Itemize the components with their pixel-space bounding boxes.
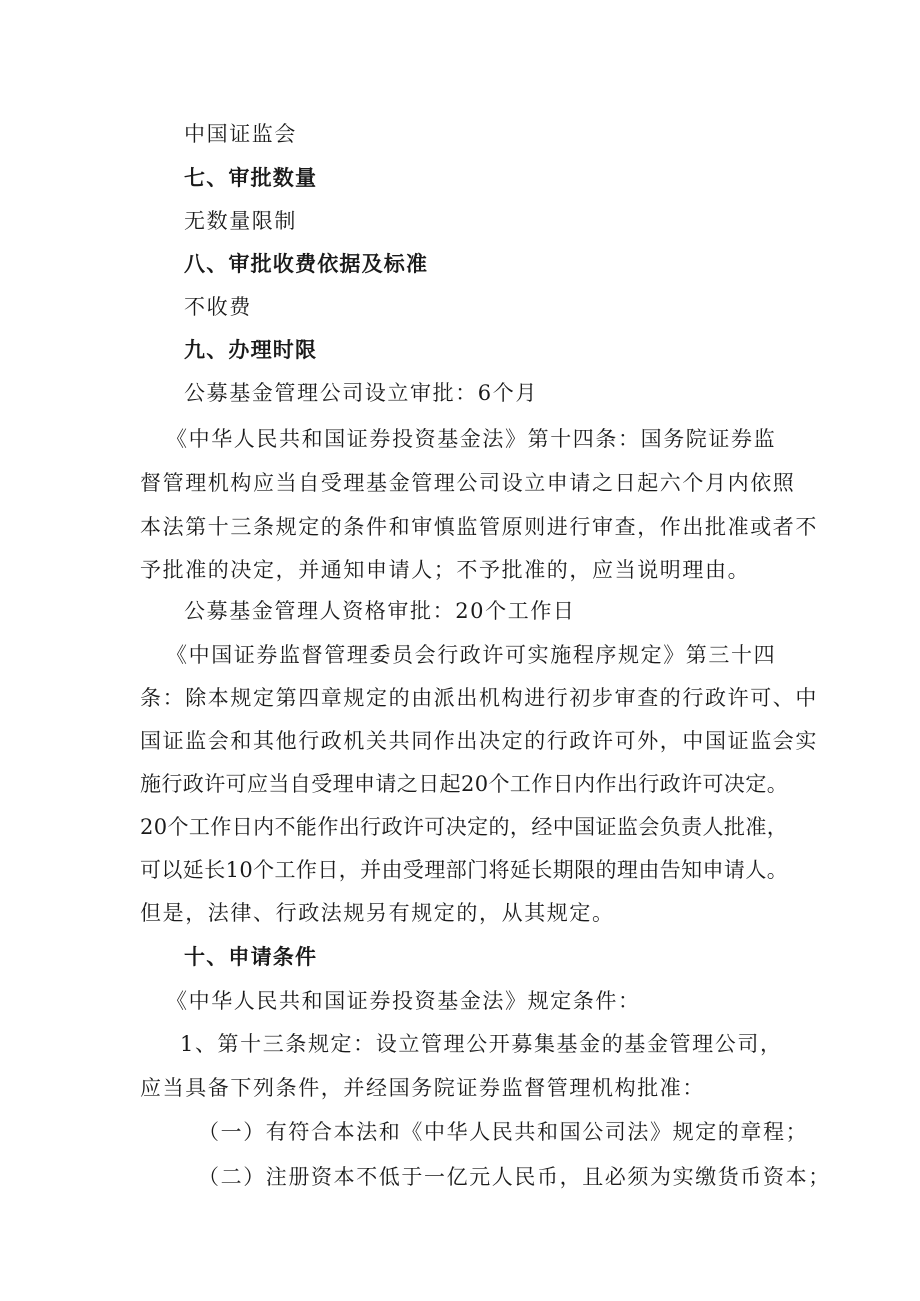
paragraph-line: 本法第十三条规定的条件和审慎监管原则进行审查，作出批准或者不	[140, 515, 818, 539]
paragraph-line: 条：除本规定第四章规定的由派出机构进行初步审查的行政许可、中	[140, 686, 818, 710]
condition-item: （一）有符合本法和《中华人民共和国公司法》规定的章程；	[198, 1120, 809, 1144]
paragraph-line: 督管理机构应当自受理基金管理公司设立申请之日起六个月内依照	[140, 471, 796, 495]
paragraph-line: 予批准的决定，并通知申请人；不予批准的，应当说明理由。	[140, 558, 751, 582]
fee-text: 不收费	[184, 295, 252, 319]
section-heading-approval-quantity: 七、审批数量	[184, 166, 318, 190]
paragraph-line: 《中华人民共和国证券投资基金法》规定条件：	[166, 989, 641, 1013]
paragraph-line: 《中华人民共和国证券投资基金法》第十四条：国务院证券监	[166, 427, 777, 451]
time-limit-company-setup: 公募基金管理公司设立审批：6个月	[184, 381, 538, 405]
paragraph-line: 《中国证券监督管理委员会行政许可实施程序规定》第三十四	[166, 643, 777, 667]
condition-item: （二）注册资本不低于一亿元人民币，且必须为实缴货币资本；	[198, 1165, 831, 1189]
quantity-text: 无数量限制	[184, 209, 297, 233]
paragraph-line: 20个工作日内不能作出行政许可决定的，经中国证监会负责人批准，	[140, 815, 789, 839]
paragraph-line: 施行政许可应当自受理申请之日起20个工作日内作出行政许可决定。	[140, 772, 789, 796]
time-limit-manager-qualification: 公募基金管理人资格审批：20个工作日	[184, 599, 576, 623]
approval-authority-text: 中国证监会	[184, 122, 297, 146]
paragraph-line: 可以延长10个工作日，并由受理部门将延长期限的理由告知申请人。	[140, 858, 789, 882]
section-heading-application-conditions: 十、申请条件	[184, 945, 318, 969]
paragraph-line: 但是，法律、行政法规另有规定的，从其规定。	[140, 901, 615, 925]
paragraph-line: 1、第十三条规定：设立管理公开募集基金的基金管理公司，	[180, 1032, 783, 1056]
paragraph-line: 国证监会和其他行政机关共同作出决定的行政许可外，中国证监会实	[140, 729, 818, 753]
paragraph-line: 应当具备下列条件，并经国务院证券监督管理机构批准：	[140, 1076, 705, 1100]
section-heading-fee-basis: 八、审批收费依据及标准	[184, 252, 429, 276]
section-heading-time-limit: 九、办理时限	[184, 338, 318, 362]
